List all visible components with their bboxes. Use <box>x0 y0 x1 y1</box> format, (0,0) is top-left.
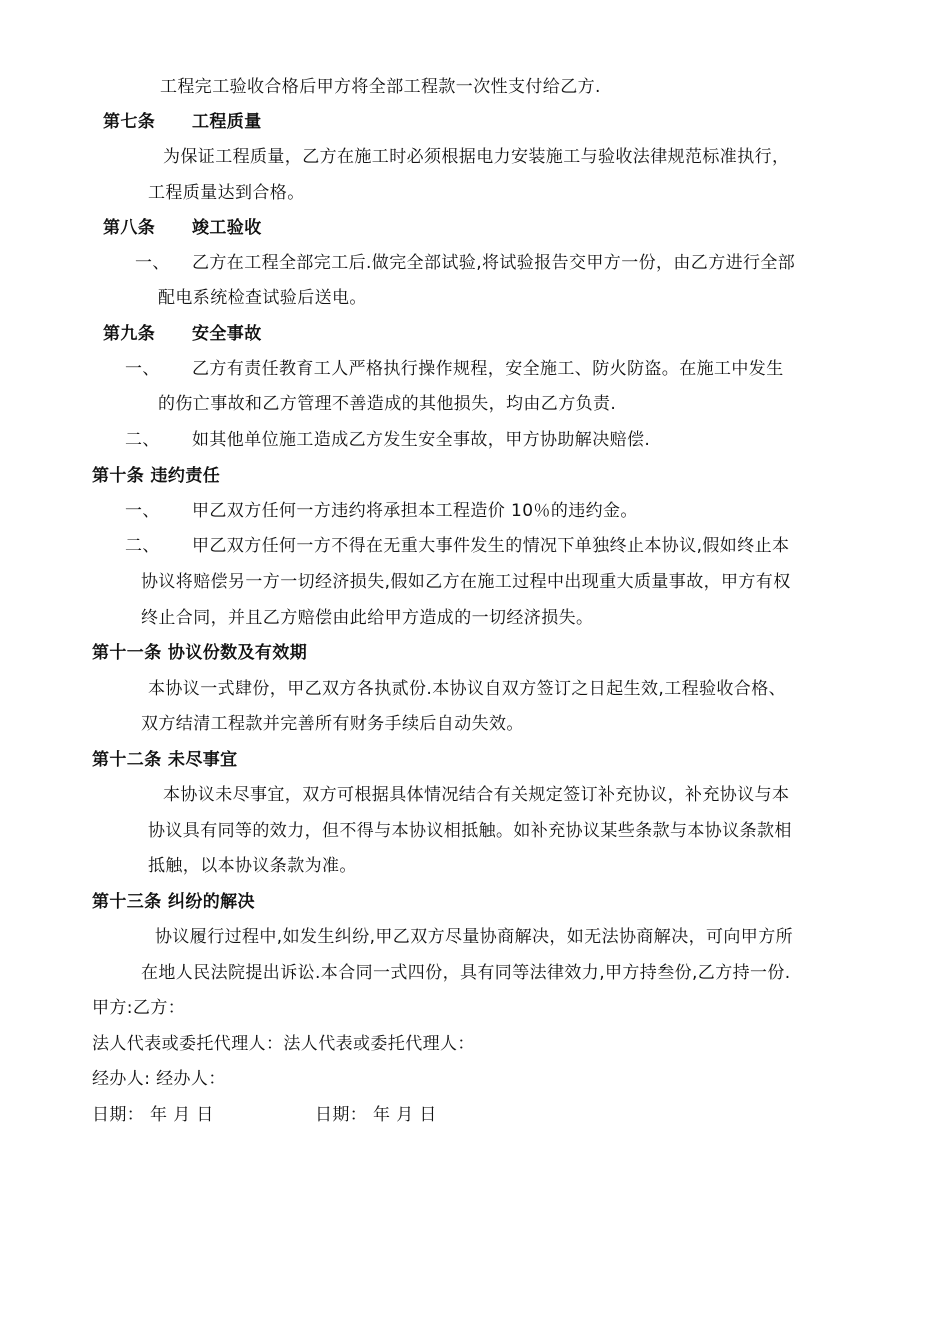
art9-item1-number: 一、 <box>125 359 160 379</box>
signature-date-party-b: 日期： 年 月 日 <box>315 1105 437 1125</box>
art13-line2: 在地人民法院提出诉讼.本合同一式四份，具有同等法律效力,甲方持叁份,乙方持一份. <box>141 963 791 983</box>
art9-label: 第九条 <box>103 324 156 344</box>
art10-item2-line2: 协议将赔偿另一方一切经济损失,假如乙方在施工过程中出现重大质量事故，甲方有权 <box>141 572 791 592</box>
art7-label: 第七条 <box>103 112 156 132</box>
art8-title: 竣工验收 <box>192 218 262 238</box>
art13-heading: 第十三条 纠纷的解决 <box>92 892 255 912</box>
art9-item2-line1: 如其他单位施工造成乙方发生安全事故，甲方协助解决赔偿. <box>192 430 651 450</box>
art12-heading: 第十二条 未尽事宜 <box>92 750 238 770</box>
art9-title: 安全事故 <box>192 324 262 344</box>
art8-label: 第八条 <box>103 218 156 238</box>
art7-title: 工程质量 <box>192 112 262 132</box>
signature-representatives: 法人代表或委托代理人：法人代表或委托代理人： <box>92 1034 475 1054</box>
section6-tail: 工程完工验收合格后甲方将全部工程款一次性支付给乙方. <box>160 77 601 97</box>
art8-item1-line1: 乙方在工程全部完工后.做完全部试验,将试验报告交甲方一份，由乙方进行全部 <box>192 253 796 273</box>
signature-handlers: 经办人: 经办人： <box>92 1069 226 1089</box>
art12-line1: 本协议未尽事宜，双方可根据具体情况结合有关规定签订补充协议，补充协议与本 <box>163 785 790 805</box>
art12-line3: 抵触，以本协议条款为准。 <box>148 856 357 876</box>
art11-line2: 双方结清工程款并完善所有财务手续后自动失效。 <box>141 714 524 734</box>
art11-line1: 本协议一式肆份，甲乙双方各执贰份.本协议自双方签订之日起生效,工程验收合格、 <box>148 679 787 699</box>
art9-item1-line1: 乙方有责任教育工人严格执行操作规程，安全施工、防火防盗。在施工中发生 <box>192 359 784 379</box>
art11-heading: 第十一条 协议份数及有效期 <box>92 643 308 663</box>
art10-item2-line3: 终止合同，并且乙方赔偿由此给甲方造成的一切经济损失。 <box>141 608 594 628</box>
art10-heading: 第十条 违约责任 <box>92 466 221 486</box>
art9-item2-number: 二、 <box>125 430 160 450</box>
art8-item1-number: 一、 <box>135 253 170 273</box>
art7-para-line1: 为保证工程质量，乙方在施工时必须根据电力安装施工与验收法律规范标准执行， <box>163 147 790 167</box>
art13-line1: 协议履行过程中,如发生纠纷,甲乙双方尽量协商解决，如无法协商解决，可向甲方所 <box>155 927 794 947</box>
art8-item1-line2: 配电系统检查试验后送电。 <box>158 288 367 308</box>
art10-item2-line1: 甲乙双方任何一方不得在无重大事件发生的情况下单独终止本协议,假如终止本 <box>192 536 790 556</box>
art9-item1-line2: 的伤亡事故和乙方管理不善造成的其他损失，均由乙方负责. <box>158 394 617 414</box>
signature-parties: 甲方:乙方： <box>92 998 186 1018</box>
signature-date-party-a: 日期： 年 月 日 <box>92 1105 214 1125</box>
art12-line2: 协议具有同等的效力，但不得与本协议相抵触。如补充协议某些条款与本协议条款相 <box>148 821 792 841</box>
art10-item1-number: 一、 <box>125 501 160 521</box>
art10-item2-number: 二、 <box>125 536 160 556</box>
art10-item1-line1: 甲乙双方任何一方违约将承担本工程造价 10％的违约金。 <box>192 501 638 521</box>
art7-para-line2: 工程质量达到合格。 <box>148 183 305 203</box>
